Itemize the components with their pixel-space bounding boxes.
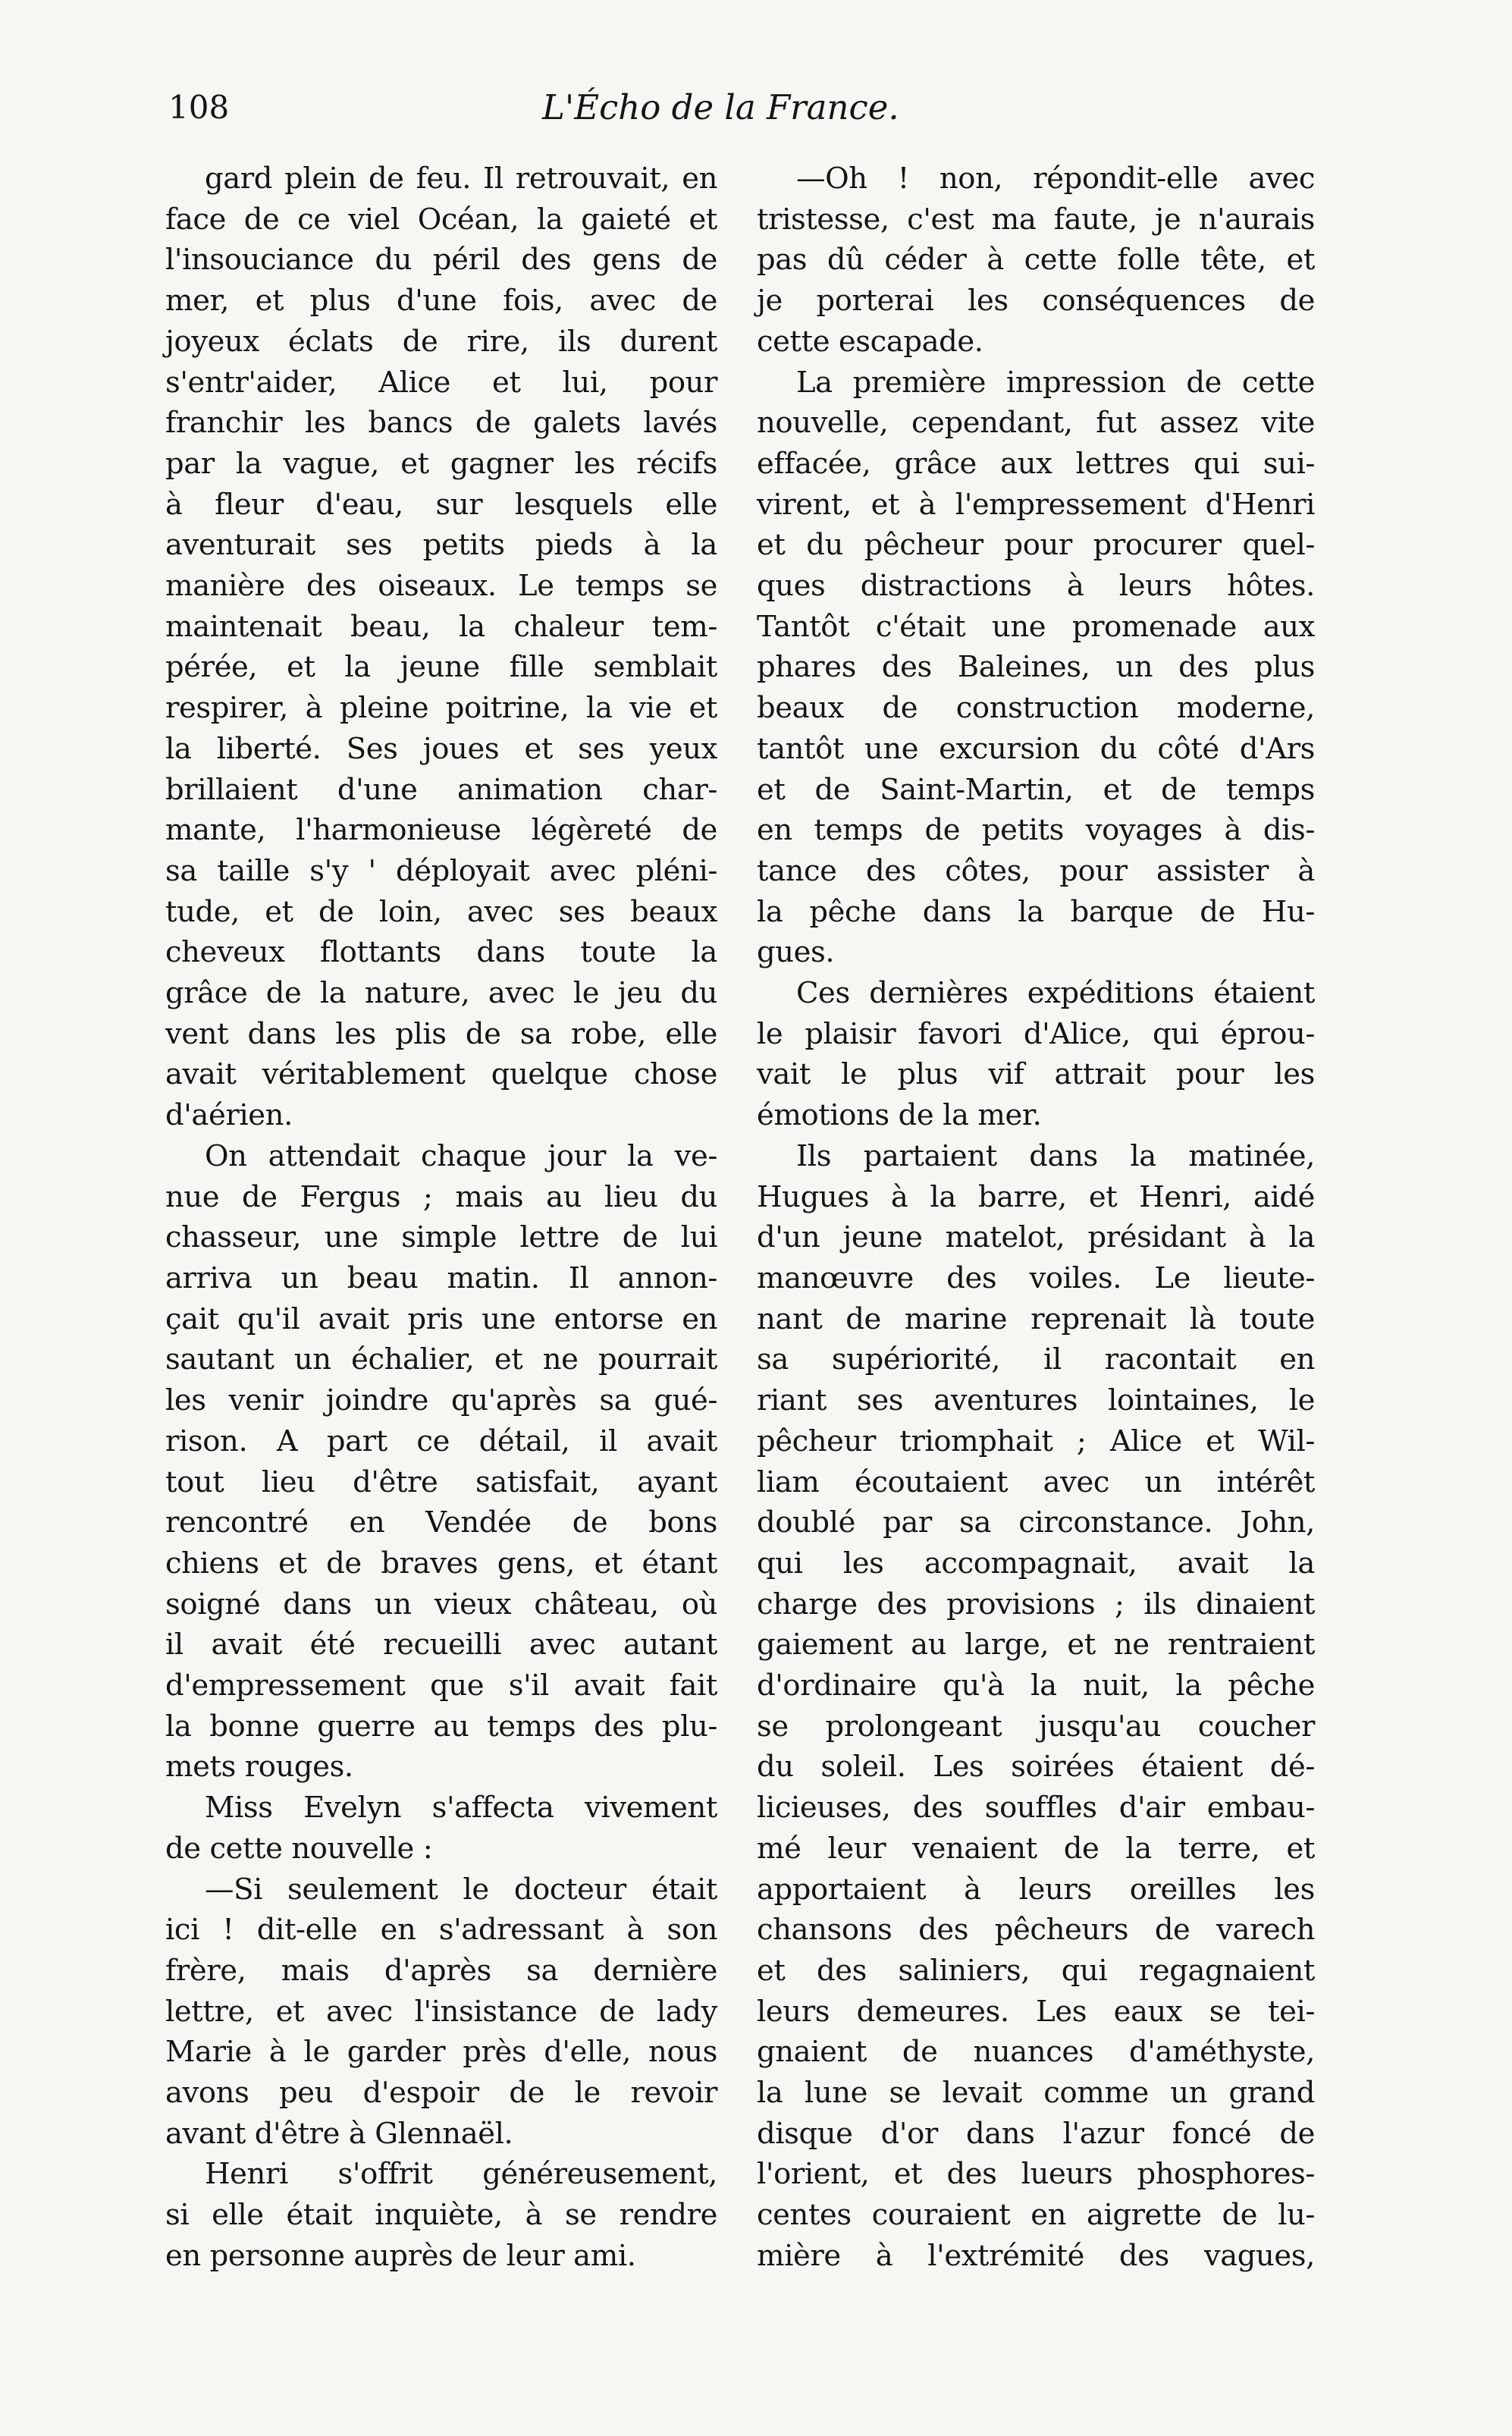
text-line: manœuvre des voiles. Le lieute-	[757, 1260, 1315, 1295]
text-line: sa taille s'y ' déployait avec pléni-	[165, 853, 717, 888]
text-line: lettre, et avec l'insistance de lady	[165, 1994, 717, 2029]
text-line: Tantôt c'était une promenade aux	[757, 609, 1315, 644]
text-line: grâce de la nature, avec le jeu du	[165, 976, 717, 1011]
text-line: gaiement au large, et ne rentraient	[757, 1628, 1315, 1662]
text-line: —Si seulement le docteur était	[205, 1872, 717, 1907]
text-line: et de Saint-Martin, et de temps	[757, 772, 1315, 807]
text-line: La première impression de cette	[796, 365, 1315, 400]
text-line: pêcheur triomphait ; Alice et Wil-	[757, 1424, 1315, 1458]
text-line: disque d'or dans l'azur foncé de	[757, 2116, 1315, 2151]
text-line: Henri s'offrit généreusement,	[205, 2157, 717, 2192]
text-line: tristesse, c'est ma faute, je n'aurais	[757, 202, 1315, 237]
text-line: licieuses, des souffles d'air embau-	[757, 1791, 1315, 1825]
text-line: qui les accompagnait, avait la	[757, 1546, 1315, 1581]
text-line: et des saliniers, qui regagnaient	[757, 1953, 1315, 1988]
running-title: L'Écho de la France.	[542, 87, 899, 127]
text-line: respirer, à pleine poitrine, la vie et	[165, 691, 717, 726]
text-line: avant d'être à Glennaël.	[165, 2116, 513, 2151]
text-line: vent dans les plis de sa robe, elle	[165, 1016, 717, 1051]
text-line: avait véritablement quelque chose	[165, 1057, 717, 1092]
text-line: liam écoutaient avec un intérêt	[757, 1464, 1315, 1499]
text-line: mé leur venaient de la terre, et	[757, 1831, 1315, 1866]
text-line: arriva un beau matin. Il annon-	[165, 1260, 717, 1295]
text-line: la pêche dans la barque de Hu-	[757, 894, 1315, 929]
text-line: tance des côtes, pour assister à	[757, 853, 1315, 888]
text-line: gues.	[757, 935, 835, 970]
paragraph	[165, 1869, 717, 2155]
text-line: Hugues à la barre, et Henri, aidé	[757, 1179, 1315, 1214]
text-line: nue de Fergus ; mais au lieu du	[165, 1179, 717, 1214]
text-line: ici ! dit-elle en s'adressant à son	[165, 1913, 717, 1948]
text-line: riant ses aventures lointaines, le	[757, 1383, 1315, 1418]
text-line: si elle était inquiète, à se rendre	[165, 2198, 717, 2233]
text-line: par la vague, et gagner les récifs	[165, 446, 717, 481]
text-line: sa supériorité, il racontait en	[757, 1342, 1315, 1377]
text-line: maintenait beau, la chaleur tem-	[165, 609, 717, 644]
text-line: frère, mais d'après sa dernière	[165, 1953, 717, 1988]
text-line: tout lieu d'être satisfait, ayant	[165, 1464, 717, 1499]
text-line: pérée, et la jeune fille semblait	[165, 650, 717, 685]
text-line: leurs demeures. Les eaux se tei-	[757, 1994, 1315, 2029]
text-line: chansons des pêcheurs de varech	[757, 1913, 1315, 1948]
text-line: rison. A part ce détail, il avait	[165, 1424, 717, 1458]
text-line: gard plein de feu. Il retrouvait, en	[205, 162, 717, 196]
paragraph	[165, 1788, 717, 1869]
text-line: çait qu'il avait pris une entorse en	[165, 1301, 717, 1336]
text-line: la liberté. Ses joues et ses yeux	[165, 731, 717, 766]
text-line: et du pêcheur pour procurer quel-	[757, 528, 1315, 563]
text-line: soigné dans un vieux château, où	[165, 1587, 717, 1621]
text-line: face de ce viel Océan, la gaieté et	[165, 202, 717, 237]
text-line: tantôt une excursion du côté d'Ars	[757, 731, 1315, 766]
left-text-column	[165, 159, 717, 2277]
text-line: franchir les bancs de galets lavés	[165, 406, 717, 441]
text-line: chiens et de braves gens, et étant	[165, 1546, 717, 1581]
paragraph	[757, 1136, 1315, 2277]
text-line: chasseur, une simple lettre de lui	[165, 1220, 717, 1255]
text-line: en temps de petits voyages à dis-	[757, 813, 1315, 848]
text-line: mets rouges.	[165, 1750, 353, 1785]
text-line: Miss Evelyn s'affecta vivement	[205, 1791, 717, 1825]
text-line: Ces dernières expéditions étaient	[796, 976, 1315, 1011]
text-line: doublé par sa circonstance. John,	[757, 1505, 1315, 1540]
text-line: émotions de la mer.	[757, 1098, 1042, 1133]
text-line: mière à l'extrémité des vagues,	[757, 2238, 1315, 2273]
page-number: 108	[168, 89, 230, 126]
text-line: à fleur d'eau, sur lesquels elle	[165, 487, 717, 522]
text-line: d'aérien.	[165, 1098, 293, 1133]
text-line: tude, et de loin, avec ses beaux	[165, 894, 717, 929]
text-line: les venir joindre qu'après sa gué-	[165, 1383, 717, 1418]
paragraph	[165, 1136, 717, 1788]
right-text-column	[757, 159, 1315, 2277]
text-line: la lune se levait comme un grand	[757, 2076, 1315, 2111]
text-line: brillaient d'une animation char-	[165, 772, 717, 807]
text-line: d'un jeune matelot, présidant à la	[757, 1220, 1315, 1255]
text-line: sautant un échalier, et ne pourrait	[165, 1342, 717, 1377]
text-line: manière des oiseaux. Le temps se	[165, 569, 717, 604]
paragraph	[757, 363, 1315, 974]
text-line: joyeux éclats de rire, ils durent	[165, 324, 717, 359]
text-line: On attendait chaque jour la ve-	[205, 1138, 717, 1173]
text-line: nouvelle, cependant, fut assez vite	[757, 406, 1315, 441]
paragraph	[165, 159, 717, 1136]
text-line: gnaient de nuances d'améthyste,	[757, 2035, 1315, 2070]
text-line: Ils partaient dans la matinée,	[796, 1138, 1315, 1173]
text-line: nant de marine reprenait là toute	[757, 1301, 1315, 1336]
text-line: je porterai les conséquences de	[757, 284, 1315, 319]
text-line: cette escapade.	[757, 324, 983, 359]
text-line: virent, et à l'empressement d'Henri	[757, 487, 1315, 522]
text-line: d'ordinaire qu'à la nuit, la pêche	[757, 1668, 1315, 1703]
text-line: —Oh ! non, répondit-elle avec	[796, 162, 1315, 196]
text-line: pas dû céder à cette folle tête, et	[757, 243, 1315, 278]
text-line: charge des provisions ; ils dinaient	[757, 1587, 1315, 1621]
text-line: aventurait ses petits pieds à la	[165, 528, 717, 563]
text-line: effacée, grâce aux lettres qui sui-	[757, 446, 1315, 481]
paragraph	[165, 2154, 717, 2276]
text-line: vait le plus vif attrait pour les	[757, 1057, 1315, 1092]
text-line: apportaient à leurs oreilles les	[757, 1872, 1315, 1907]
running-header	[0, 85, 1512, 138]
text-line: mante, l'harmonieuse légèreté de	[165, 813, 717, 848]
text-line: il avait été recueilli avec autant	[165, 1628, 717, 1662]
text-line: l'insouciance du péril des gens de	[165, 243, 717, 278]
text-line: ques distractions à leurs hôtes.	[757, 569, 1315, 604]
text-line: du soleil. Les soirées étaient dé-	[757, 1750, 1315, 1785]
text-line: la bonne guerre au temps des plu-	[165, 1709, 717, 1744]
text-line: Marie à le garder près d'elle, nous	[165, 2035, 717, 2070]
text-line: d'empressement que s'il avait fait	[165, 1668, 717, 1703]
text-line: se prolongeant jusqu'au coucher	[757, 1709, 1315, 1744]
paragraph	[757, 973, 1315, 1136]
text-line: le plaisir favori d'Alice, qui éprou-	[757, 1016, 1315, 1051]
text-line: phares des Baleines, un des plus	[757, 650, 1315, 685]
text-line: de cette nouvelle :	[165, 1831, 433, 1866]
text-line: avons peu d'espoir de le revoir	[165, 2076, 717, 2111]
paragraph	[757, 159, 1315, 363]
text-line: rencontré en Vendée de bons	[165, 1505, 717, 1540]
text-line: cheveux flottants dans toute la	[165, 935, 717, 970]
text-line: en personne auprès de leur ami.	[165, 2238, 636, 2273]
text-line: centes couraient en aigrette de lu-	[757, 2198, 1315, 2233]
text-line: beaux de construction moderne,	[757, 691, 1315, 726]
text-line: l'orient, et des lueurs phosphores-	[757, 2157, 1315, 2192]
text-line: s'entr'aider, Alice et lui, pour	[165, 365, 717, 400]
text-line: mer, et plus d'une fois, avec de	[165, 284, 717, 319]
